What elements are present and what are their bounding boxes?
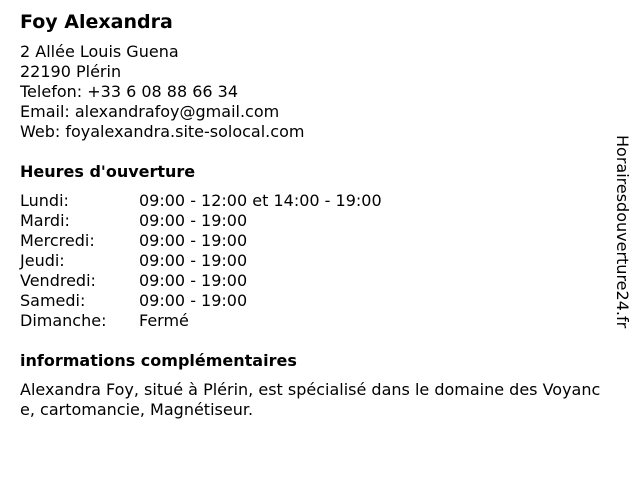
address-street: 2 Allée Louis Guena <box>20 42 179 61</box>
day-label: Lundi: <box>20 191 69 210</box>
info-text: Alexandra Foy, situé à Plérin, est spécialisé dans le domaine des Voyance, cartomancie, Magnétiseur. <box>20 380 601 419</box>
email-line[interactable]: Email: alexandrafoy@gmail.com <box>20 102 280 121</box>
hours-table <box>20 191 610 331</box>
day-hours: 09:00 - 19:00 <box>139 231 248 250</box>
day-label: Mercredi: <box>20 231 95 250</box>
hours-title: Heures d'ouverture <box>20 162 196 181</box>
info-title: informations complémentaires <box>20 351 297 370</box>
day-hours: 09:00 - 19:00 <box>139 251 248 270</box>
day-label: Vendredi: <box>20 271 96 290</box>
day-label: Dimanche: <box>20 311 107 330</box>
hours-row-mercredi <box>20 231 610 251</box>
day-label: Jeudi: <box>20 251 65 270</box>
hours-row-dimanche <box>20 311 610 331</box>
day-label: Samedi: <box>20 291 86 310</box>
day-hours: 09:00 - 19:00 <box>139 291 248 310</box>
web-line[interactable]: Web: foyalexandra.site-solocal.com <box>20 122 305 141</box>
business-card <box>20 10 610 420</box>
day-hours: 09:00 - 12:00 et 14:00 - 19:00 <box>139 191 382 210</box>
hours-row-lundi <box>20 191 610 211</box>
address-city: 22190 Plérin <box>20 62 122 81</box>
hours-row-jeudi <box>20 251 610 271</box>
site-watermark: Horairesdouverture24.fr <box>613 135 632 329</box>
business-name: Foy Alexandra <box>20 11 173 33</box>
hours-row-vendredi <box>20 271 610 291</box>
phone-line[interactable]: Telefon: +33 6 08 88 66 34 <box>20 82 239 101</box>
hours-row-samedi <box>20 291 610 311</box>
day-hours: 09:00 - 19:00 <box>139 211 248 230</box>
day-hours: Fermé <box>139 311 189 330</box>
day-hours: 09:00 - 19:00 <box>139 271 248 290</box>
hours-row-mardi <box>20 211 610 231</box>
day-label: Mardi: <box>20 211 70 230</box>
